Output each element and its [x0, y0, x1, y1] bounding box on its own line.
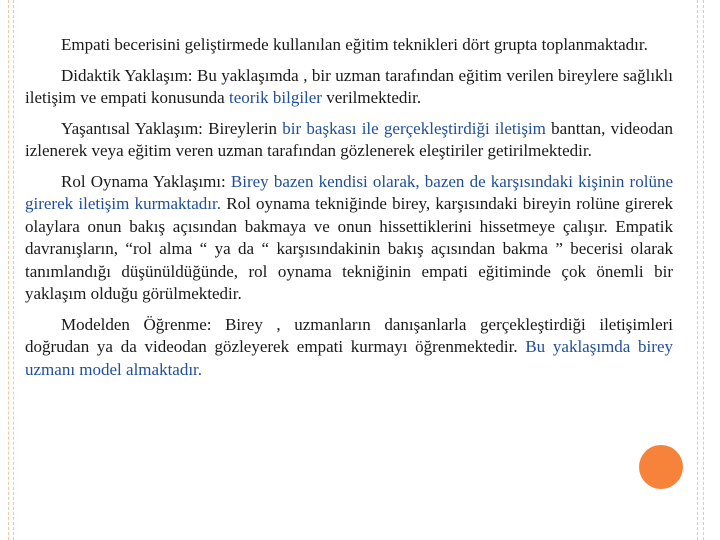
- didactic-text-end: verilmektedir.: [321, 88, 422, 107]
- paragraph-experiential: [25, 118, 673, 163]
- didactic-text: Didaktik Yaklaşım: Bu yaklaşımda , bir uzman tarafından eğitim verilen bireylere sağlıklı iletişim ve empati konusunda: [25, 65, 673, 107]
- intro-text: Empati becerisini geliştirmede kullanılan eğitim teknikleri dört grupta toplanmaktadır.: [61, 35, 648, 54]
- left-border-line-outer: [8, 0, 9, 540]
- experiential-highlight: bir başkası ile gerçekleştirdiği iletişim: [282, 118, 546, 138]
- left-border-line-inner: [13, 0, 14, 540]
- role-play-highlight: Birey bazen kendisi olarak, bazen de karşısındaki kişinin rolüne girerek iletişim kurmaktadır.: [25, 171, 673, 213]
- paragraph-intro: [25, 34, 673, 57]
- right-border-line-inner: [697, 0, 698, 540]
- modeling-highlight: Bu yaklaşımda birey uzmanı model almaktadır.: [25, 337, 673, 379]
- paragraph-modeling: [25, 314, 673, 382]
- paragraph-role-play: [25, 171, 673, 306]
- right-border-line-outer: [703, 0, 704, 540]
- orange-circle-decoration: [639, 445, 683, 489]
- didactic-highlight: teorik bilgiler: [228, 88, 322, 107]
- role-play-text-end: Rol oynama tekniğinde birey, karşısındaki bireyin rolüne girerek olaylara onun bakış açısından bakmaya ve onun hissettiklerini hissetmeye çalışır. Empatik davranışların, “rol alma “ ya da “ karşısındakinin bakış açısından bakma ” becerisi olarak tanımlandığı düşünüldüğünde, rol oynama tekniğinin empati eğitiminde çok önemli bir yaklaşım olduğu görülmektedir.: [25, 194, 673, 303]
- slide-content: [25, 34, 673, 389]
- role-play-text: Rol Oynama Yaklaşımı:: [61, 171, 231, 191]
- experiential-text-end: banttan, videodan izlenerek veya eğitim veren uzman tarafından gözlenerek eleştiriler getirilmektedir.: [25, 118, 673, 160]
- modeling-text: Modelden Öğrenme: Birey , uzmanların danışanlarla gerçekleştirdiği iletişimleri doğrudan ya da videodan gözleyerek empati kurmayı öğrenmektedir.: [25, 314, 673, 356]
- paragraph-didactic: [25, 65, 673, 110]
- experiential-text: Yaşantısal Yaklaşım: Bireylerin: [61, 118, 283, 138]
